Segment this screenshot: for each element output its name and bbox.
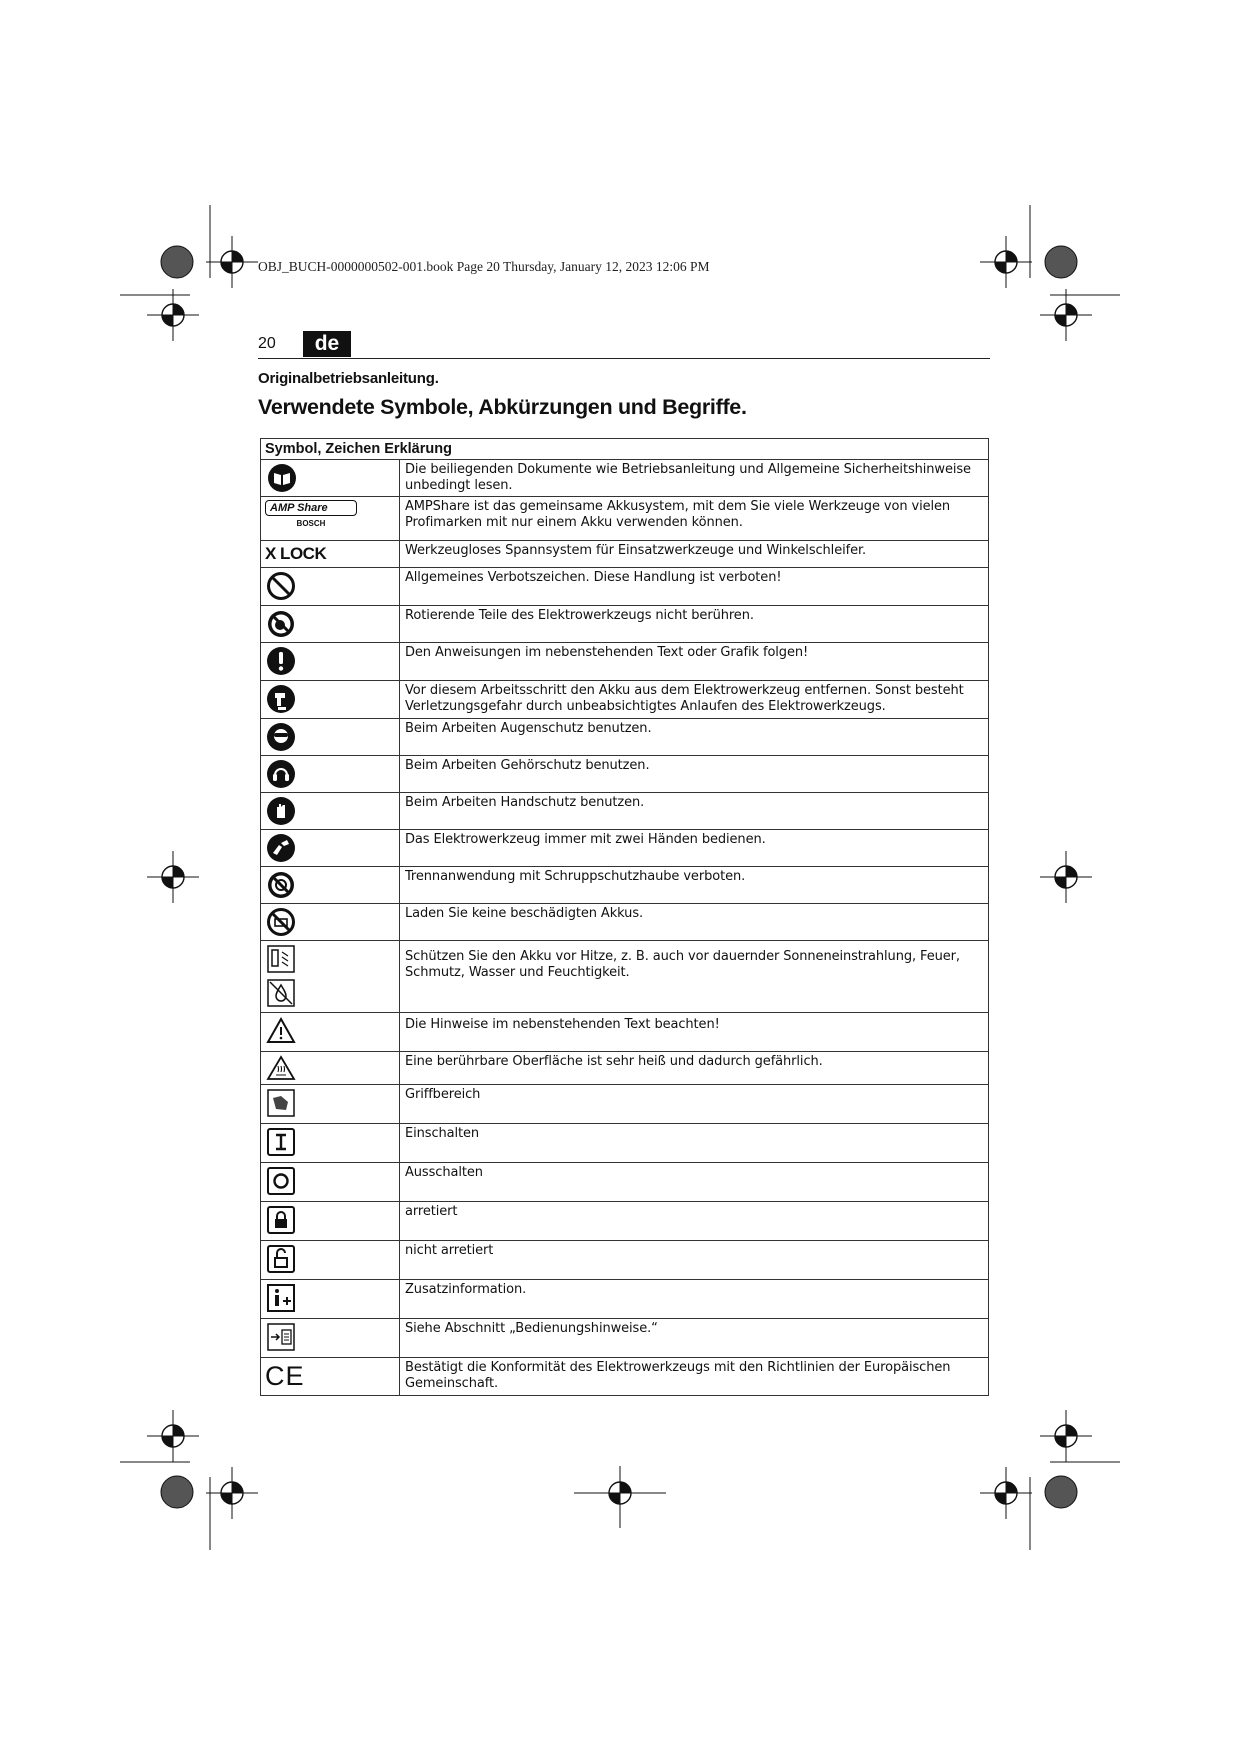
table-row xyxy=(261,1052,989,1085)
switch-on-icon xyxy=(265,1127,297,1157)
table-row xyxy=(261,1202,989,1241)
table-header-row xyxy=(261,439,989,460)
warning-triangle-icon xyxy=(265,1016,297,1046)
table-row xyxy=(261,756,989,793)
row-text: Bestätigt die Konformität des Elektrowerkzeugs mit den Richtlinien der Europäischen Gemeinschaft. xyxy=(400,1358,989,1396)
table-row xyxy=(261,1280,989,1319)
hand-protection-icon xyxy=(265,796,297,826)
row-text: Laden Sie keine beschädigten Akkus. xyxy=(400,904,989,941)
table-row xyxy=(261,568,989,606)
row-text: nicht arretiert xyxy=(400,1241,989,1280)
row-text: Schützen Sie den Akku vor Hitze, z. B. auch vor dauernder Sonneneinstrahlung, Feuer, Schmutz, Wasser und Feuchtigkeit. xyxy=(400,941,989,1013)
switch-off-icon xyxy=(265,1166,297,1196)
table-header: Symbol, Zeichen Erklärung xyxy=(261,439,989,460)
row-text: Vor diesem Arbeitsschritt den Akku aus dem Elektrowerkzeug entfernen. Sonst besteht Verletzungsgefahr durch unbeabsichtigtes Anlaufen des Elektrowerkzeugs. xyxy=(400,681,989,719)
grip-area-icon xyxy=(265,1088,297,1118)
row-text: Allgemeines Verbotszeichen. Diese Handlung ist verboten! xyxy=(400,568,989,606)
hot-surface-icon xyxy=(265,1055,297,1081)
table-row xyxy=(261,1085,989,1124)
table-row xyxy=(261,606,989,643)
table-row xyxy=(261,830,989,867)
row-text: Trennanwendung mit Schruppschutzhaube verboten. xyxy=(400,867,989,904)
row-text: Zusatzinformation. xyxy=(400,1280,989,1319)
row-text: Siehe Abschnitt „Bedienungshinweise.“ xyxy=(400,1319,989,1358)
no-cutting-guard-icon xyxy=(265,870,297,900)
table-row xyxy=(261,541,989,568)
two-hands-icon xyxy=(265,833,297,863)
xlock-logo: X LOCK xyxy=(265,544,327,563)
mandatory-exclamation-icon xyxy=(265,646,297,676)
row-text: Den Anweisungen im nebenstehenden Text oder Grafik folgen! xyxy=(400,643,989,681)
eye-protection-icon xyxy=(265,722,297,752)
section-title: Verwendete Symbole, Abkürzungen und Begriffe. xyxy=(258,395,747,419)
row-text: Beim Arbeiten Gehörschutz benutzen. xyxy=(400,756,989,793)
ear-protection-icon xyxy=(265,759,297,789)
table-row xyxy=(261,719,989,756)
read-manual-icon xyxy=(265,463,299,493)
table-row xyxy=(261,1013,989,1052)
row-text: Die beiliegenden Dokumente wie Betriebsanleitung und Allgemeine Sicherheitshinweise unbedingt lesen. xyxy=(400,460,989,497)
prohibition-icon xyxy=(265,571,297,601)
row-text: Griffbereich xyxy=(400,1085,989,1124)
ampshare-logo: AMP Share BOSCH xyxy=(265,500,357,528)
table-row xyxy=(261,497,989,541)
table-row xyxy=(261,941,989,1013)
row-text: Rotierende Teile des Elektrowerkzeugs nicht berühren. xyxy=(400,606,989,643)
row-text: Die Hinweise im nebenstehenden Text beachten! xyxy=(400,1013,989,1052)
header-rule xyxy=(258,358,990,359)
no-touch-rotating-icon xyxy=(265,609,297,639)
print-slug-line: OBJ_BUCH-0000000502-001.book Page 20 Thursday, January 12, 2023 12:06 PM xyxy=(258,259,710,274)
row-text: Eine berührbare Oberfläche ist sehr heiß und dadurch gefährlich. xyxy=(400,1052,989,1085)
row-text: AMPShare ist das gemeinsame Akkusystem, mit dem Sie viele Werkzeuge von vielen Profimarken mit nur einem Akku verwenden können. xyxy=(400,497,989,541)
battery-heat-icon xyxy=(265,944,297,974)
table-row xyxy=(261,904,989,941)
table-row xyxy=(261,643,989,681)
table-row xyxy=(261,1163,989,1202)
battery-water-icon xyxy=(265,978,297,1008)
table-row xyxy=(261,1319,989,1358)
language-badge: de xyxy=(303,331,351,357)
remove-battery-icon xyxy=(265,684,297,714)
row-text: arretiert xyxy=(400,1202,989,1241)
document-subtitle: Originalbetriebsanleitung. xyxy=(258,370,439,387)
symbols-table xyxy=(260,438,989,1396)
row-text: Beim Arbeiten Handschutz benutzen. xyxy=(400,793,989,830)
row-text: Werkzeugloses Spannsystem für Einsatzwerkzeuge und Winkelschleifer. xyxy=(400,541,989,568)
row-text: Beim Arbeiten Augenschutz benutzen. xyxy=(400,719,989,756)
table-row xyxy=(261,1124,989,1163)
page-number: 20 xyxy=(258,335,276,352)
row-text: Ausschalten xyxy=(400,1163,989,1202)
table-row xyxy=(261,1358,989,1396)
table-row xyxy=(261,867,989,904)
info-plus-icon xyxy=(265,1283,297,1313)
no-charge-damaged-icon xyxy=(265,907,297,937)
table-row xyxy=(261,793,989,830)
row-text: Einschalten xyxy=(400,1124,989,1163)
table-row xyxy=(261,460,989,497)
table-row xyxy=(261,681,989,719)
see-section-icon xyxy=(265,1322,297,1352)
row-text: Das Elektrowerkzeug immer mit zwei Händen bedienen. xyxy=(400,830,989,867)
ce-mark-icon: CE xyxy=(265,1361,305,1391)
locked-icon xyxy=(265,1205,297,1235)
unlocked-icon xyxy=(265,1244,297,1274)
table-row xyxy=(261,1241,989,1280)
